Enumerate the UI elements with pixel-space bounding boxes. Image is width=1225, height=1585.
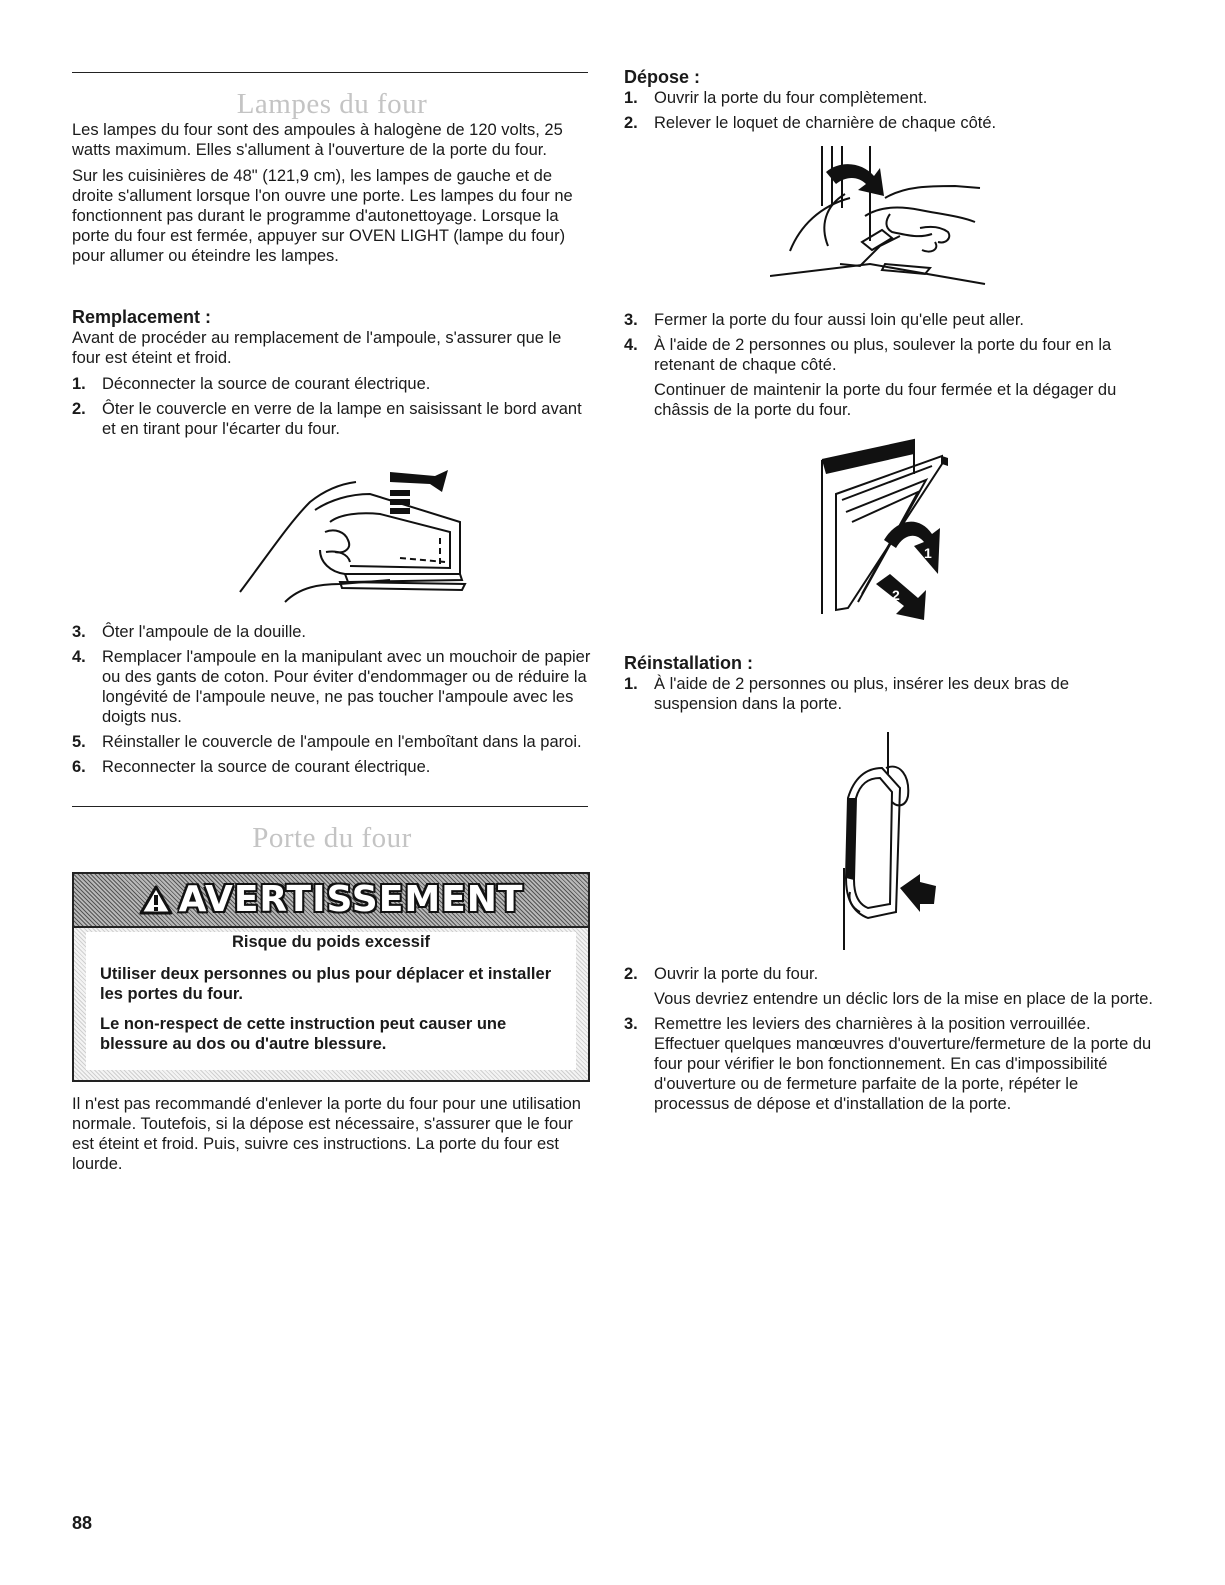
step-text: Remplacer l'ampoule en la manipulant avec un mouchoir de papier ou des gants de coton. Pour éviter d'endommager ou de réduire la longévité de l'ampoule neuve, ne pas toucher l'ampoule avec les doigts nus. [102, 648, 591, 726]
warning-line-2: Le non-respect de cette instruction peut causer une blessure au dos ou d'autre blessure. [100, 1015, 507, 1053]
replacement-heading: Remplacement : [72, 307, 212, 327]
replacement-intro: Avant de procéder au remplacement de l'ampoule, s'assurer que le four est éteint et froid. [72, 329, 562, 367]
step-number: 6. [72, 758, 86, 776]
mid-rule-left [72, 806, 588, 807]
page-number: 88 [72, 1513, 93, 1533]
list-item [624, 113, 1154, 133]
door-lift-illustration [818, 434, 948, 620]
step-number: 1. [624, 89, 638, 107]
reinstall-steps-b-block [624, 964, 1154, 1119]
warning-header [74, 874, 588, 928]
warning-title-text: AVERTISSEMENT [178, 879, 524, 920]
step-number: 3. [72, 623, 86, 641]
door-para: Il n'est pas recommandé d'enlever la porte du four pour une utilisation normale. Toutefois, si la dépose est nécessaire, s'assurer que le four est éteint et froid. Puis, suivre ces instructions. La porte du four est lourde. [72, 1095, 581, 1173]
step-text: Réinstaller le couvercle de l'ampoule en l'emboîtant dans la paroi. [102, 733, 582, 751]
hanger-arms-illustration [838, 728, 938, 952]
step-number: 2. [624, 114, 638, 132]
warning-title [139, 879, 524, 920]
step-number: 4. [72, 648, 86, 666]
list-item [72, 399, 592, 439]
section-title-door: Porte du four [252, 822, 412, 854]
removal-heading: Dépose : [624, 67, 701, 87]
step-number: 3. [624, 1015, 638, 1033]
warning-subtitle: Risque du poids excessif [231, 933, 431, 951]
step-text: Ôter l'ampoule de la douille. [102, 623, 307, 641]
list-item [72, 732, 592, 752]
warning-box [72, 872, 590, 1082]
step-text: Ouvrir la porte du four. [654, 965, 819, 983]
step-text: Ôter le couvercle en verre de la lampe en saisissant le bord avant et en tirant pour l'écarter du four. [102, 400, 582, 438]
step-text: Déconnecter la source de courant électrique. [102, 375, 431, 393]
step-note: Vous devriez entendre un déclic lors de la mise en place de la porte. [654, 990, 1153, 1008]
step-text: À l'aide de 2 personnes ou plus, soulever la porte du four en la retenant de chaque côté. [654, 336, 1112, 374]
warning-body [86, 932, 576, 1070]
hinge-latch-illustration [770, 146, 995, 291]
warning-line-1: Utiliser deux personnes ou plus pour déplacer et installer les portes du four. [100, 965, 552, 1003]
section-title-lamps: Lampes du four [236, 88, 428, 120]
door-intro [72, 1094, 592, 1180]
list-item [72, 622, 592, 642]
step-text: Reconnecter la source de courant électrique. [102, 758, 431, 776]
lamps-intro [72, 120, 592, 272]
step-text: Fermer la porte du four aussi loin qu'elle peut aller. [654, 311, 1025, 329]
step-text: Ouvrir la porte du four complètement. [654, 89, 928, 107]
lamp-cover-illustration [230, 462, 480, 612]
reinstall-steps-b [624, 964, 1154, 1114]
top-rule-left [72, 72, 588, 73]
replacement-steps-a [72, 374, 592, 439]
reinstall-steps-a [624, 674, 1154, 714]
replacement-steps-b [72, 622, 592, 777]
removal-steps-b [624, 310, 1154, 420]
list-item [624, 674, 1154, 714]
removal-steps-b-block [624, 310, 1154, 425]
step-number: 3. [624, 311, 638, 329]
step-number: 4. [624, 336, 638, 354]
replacement-steps-b-block [72, 622, 592, 782]
step-number: 5. [72, 733, 86, 751]
step-text: À l'aide de 2 personnes ou plus, insérer les deux bras de suspension dans la porte. [654, 675, 1069, 713]
list-item [72, 757, 592, 777]
lamps-para-1: Les lampes du four sont des ampoules à halogène de 120 volts, 25 watts maximum. Elles s'allument à l'ouverture de la porte du four. [72, 121, 563, 159]
step-number: 2. [624, 965, 638, 983]
step-text: Remettre les leviers des charnières à la position verrouillée. Effectuer quelques manœuvres d'ouverture/fermeture de la porte du four pour vérifier le bon fonctionnement. En cas d'impossibilité d'ouverture ou de fermeture parfaite de la porte, répéter le processus de dépose et d'installation de la porte. [654, 1015, 1152, 1113]
step-text: Relever le loquet de charnière de chaque côté. [654, 114, 997, 132]
reinstall-heading: Réinstallation : [624, 653, 754, 673]
list-item [624, 335, 1154, 420]
reinstall-section [624, 652, 1154, 719]
list-item [624, 88, 1154, 108]
list-item [624, 964, 1154, 1009]
list-item [624, 1014, 1154, 1114]
warning-triangle-icon [139, 885, 173, 915]
removal-steps-a [624, 88, 1154, 133]
step-note: Continuer de maintenir la porte du four fermée et la dégager du châssis de la porte du four. [654, 381, 1117, 419]
step-mark-2: 2 [892, 587, 900, 603]
list-item [624, 310, 1154, 330]
step-mark-1: 1 [924, 545, 932, 561]
step-number: 1. [72, 375, 86, 393]
step-number: 1. [624, 675, 638, 693]
replacement-section [72, 306, 592, 444]
list-item [72, 374, 592, 394]
step-number: 2. [72, 400, 86, 418]
list-item [72, 647, 592, 727]
removal-section [624, 66, 1154, 138]
lamps-para-2: Sur les cuisinières de 48" (121,9 cm), les lampes de gauche et de droite s'allument lorsque l'on ouvre une porte. Les lampes du four ne fonctionnent pas durant le programme d'autonettoyage. Lorsque la porte du four est fermée, appuyer sur OVEN LIGHT (lampe du four) pour allumer ou éteindre les lampes. [72, 167, 573, 265]
